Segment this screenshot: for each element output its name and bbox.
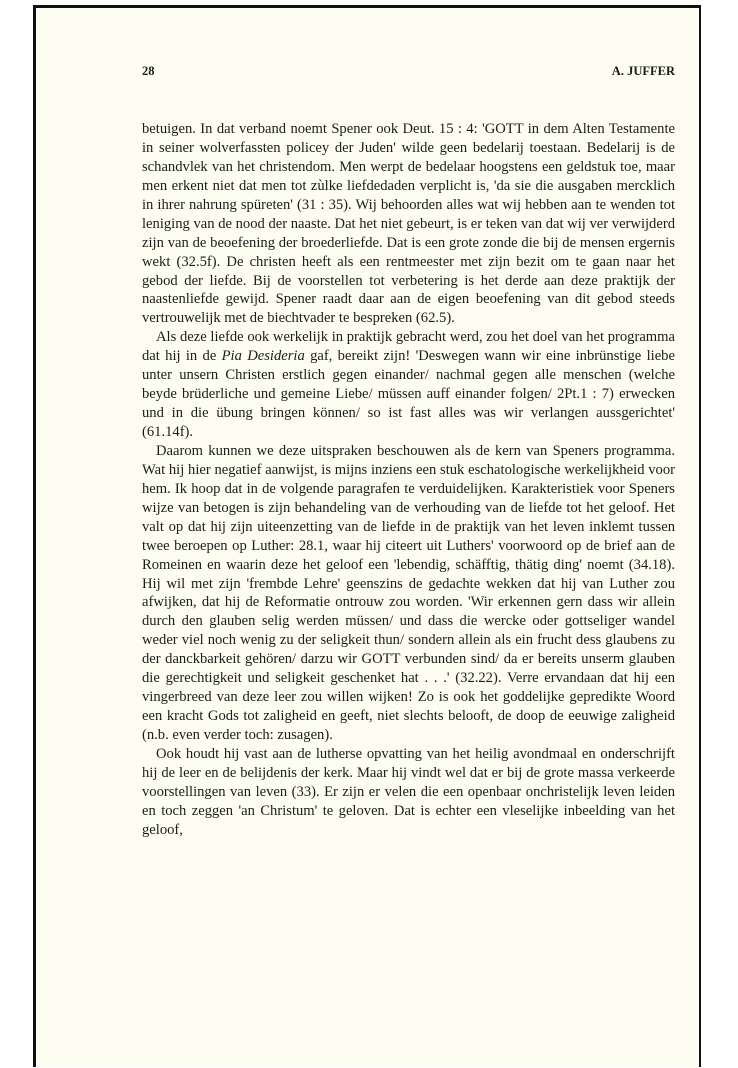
running-head: A. JUFFER	[611, 64, 675, 78]
paragraph-text: Als deze liefde ook werkelijk in praktijk gebracht werd, zou het doel van het programma dat hij in de	[142, 329, 675, 365]
paragraph-4	[142, 745, 675, 840]
page-header	[142, 64, 675, 79]
paragraph-1	[142, 120, 675, 328]
paragraph-text: Ook houdt hij vast aan de lutherse opvatting van het heilig avondmaal en onderschrijft hij de leer en de belijdenis der kerk. Maar hij vindt wel dat er bij de grote massa verkeerde voorstellingen van leven (33). Er zijn er velen die een openbaar onchristelijk leven leiden en toch zeggen 'an Christum' te geloven. Dat is echter een vleselijke inbeelding van het geloof,	[142, 745, 675, 838]
paragraph-text: gaf, bereikt zijn! 'Deswegen wann wir eine inbrünstige liebe unter unsern Christen erstlich gegen einander/ nachmal gegen alle menschen (welche beyde brüderliche und gemeine Liebe/ müssen auff einander folgen/ 2Pt.1 : 7) erwecken und in die übung bringen können/ so ist fast alles was wir verlangen aussgerichtet' (61.14f).	[142, 348, 675, 440]
paragraph-3	[142, 442, 675, 745]
page-number: 28	[142, 64, 155, 78]
paragraph-2	[142, 328, 675, 442]
body-text	[142, 120, 675, 840]
paragraph-text: Daarom kunnen we deze uitspraken beschouwen als de kern van Speners programma. Wat hij hier negatief aanwijst, is mijns inziens een stuk eschatologische werkelijkheid voor hem. Ik hoop dat in de volgende paragrafen te verduidelijken. Karakteristiek voor Speners wijze van betogen is zijn behandeling van de verhouding van de liefde tot het geloof. Het valt op dat hij zijn uiteenzetting van de liefde in de praktijk van het leven inklemt tussen twee beroepen op Luther: 28.1, waar hij citeert uit Luthers' voorwoord op de brief aan de Romeinen en waarin deze het geloof een 'lebendig, schäfftig, thätig ding' noemt (34.18). Hij wil met zijn 'frembde Lehre' geenszins de gedachte wekken dat hij van Luther zou afwijken, dat hij de Reformatie ontrouw zou worden. 'Wir erkennen gern dass wir allein durch den glauben selig werden müssen/ und dass die wercke oder gottseliger wandel weder viel noch wenig zu der seligkeit thun/ sondern allein als ein frucht dess glaubens zu der danckbarkeit gehören/ darzu wir GOTT verbunden sind/ da er bereits unserm glauben die gerechtigkeit und seligkeit geschenket hat . . .' (32.22). Verre ervandaan dat hij een vingerbreed van deze leer zou willen wijken! Zo is ook het goddelijke gepredikte Woord een kracht Gods tot zaligheid en geeft, niet slechts belooft, de doop de eeuwige zaligheid (n.b. even verder toch: zusagen).	[142, 442, 675, 743]
paragraph-text: betuigen. In dat verband noemt Spener ook Deut. 15 : 4: 'GOTT in dem Alten Testamente in seiner wolverfassten policey der Juden' wilde geen bedelarij toestaan. Bedelarij is de schandvlek van het christendom. Men werpt de bedelaar hoogstens een geldstuk toe, maar men erkent niet dat men tot zùlke liefdedaden verplicht is, 'da sie die ausgaben mercklich in ihrer nahrung spüreten' (31 : 35). Wij behoorden alles wat wij hebben aan te wenden tot leniging van de nood der naaste. Dat het niet gebeurt, is er teken van dat wij ver verwijderd zijn van de beoefening der broederliefde. Dat is een grote zonde die bij de mensen ergernis wekt (32.5f). De christen heeft als een rentmeester met zijn bezit om te gaan naar het gebod der liefde. Bij de voorstellen tot verbetering is het derde aan deze praktijk der naastenliefde gewijd. Spener raadt daar aan de eigen beoefening van dit gebod steeds vertrouwelijk met de biechtvader te bespreken (62.5).	[142, 121, 675, 327]
book-title: Pia Desideria	[221, 348, 305, 365]
document-page	[33, 5, 701, 1067]
